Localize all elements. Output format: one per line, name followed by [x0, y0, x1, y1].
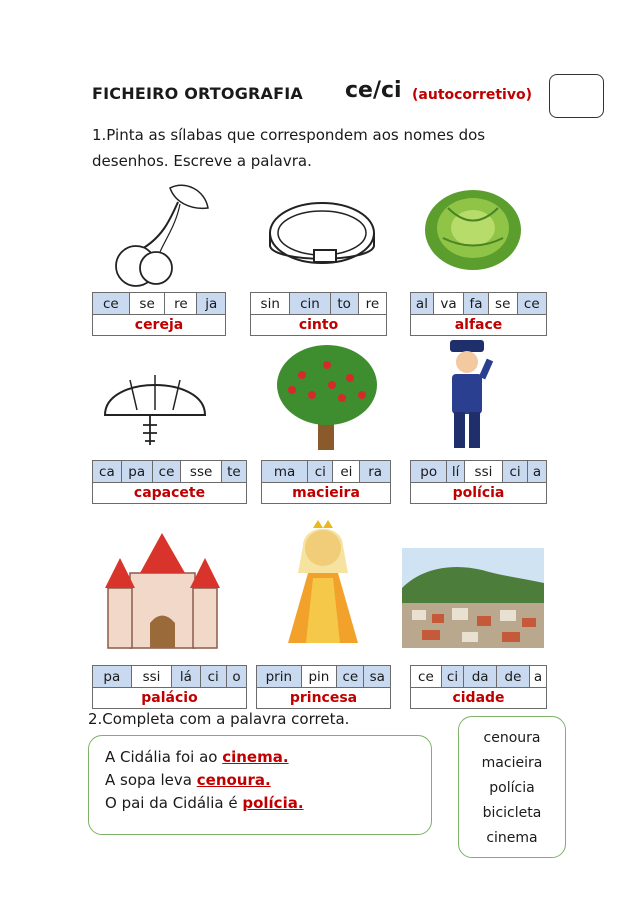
- syllable-cell[interactable]: ssi: [131, 666, 172, 688]
- syllable-cell[interactable]: ma: [262, 461, 308, 483]
- syllable-cell[interactable]: pin: [301, 666, 337, 688]
- syllable-card-polícia: [410, 460, 547, 504]
- apple-tree-picture: [272, 340, 382, 455]
- syllable-card-alface: [410, 292, 547, 336]
- answer-field[interactable]: cidade: [411, 688, 547, 709]
- syllable-card-capacete: [92, 460, 247, 504]
- sentence-2: A sopa leva cenoura.: [105, 771, 271, 789]
- syllable-cell[interactable]: prin: [257, 666, 302, 688]
- syllable-cell[interactable]: se: [129, 293, 165, 315]
- answer-field[interactable]: alface: [411, 315, 547, 336]
- answer-field[interactable]: polícia: [411, 483, 547, 504]
- syllable-cell[interactable]: ca: [93, 461, 122, 483]
- syllable-cell[interactable]: po: [411, 461, 447, 483]
- syllable-card-palácio: [92, 665, 247, 709]
- cherry-picture: [110, 180, 220, 290]
- sentence-1: A Cidália foi ao cinema.: [105, 748, 289, 766]
- syllable-cell[interactable]: ce: [517, 293, 546, 315]
- belt-picture: [262, 188, 382, 278]
- helmet-picture: [95, 355, 215, 450]
- syllable-card-princesa: [256, 665, 391, 709]
- worksheet-title: FICHEIRO ORTOGRAFIA: [92, 84, 304, 103]
- city-picture: [402, 548, 544, 648]
- syllable-cell[interactable]: sa: [364, 666, 391, 688]
- answer-field[interactable]: cereja: [93, 315, 226, 336]
- syllable-cell[interactable]: o: [226, 666, 246, 688]
- exercise1-instruction: 1.Pinta as sílabas que correspondem aos nomes dos desenhos. Escreve a palavra.: [92, 126, 486, 170]
- syllable-cell[interactable]: fa: [464, 293, 489, 315]
- syllable-cell[interactable]: cin: [290, 293, 330, 315]
- syllable-cell[interactable]: re: [358, 293, 386, 315]
- syllable-cell[interactable]: ra: [360, 461, 391, 483]
- syllable-cell[interactable]: ci: [308, 461, 333, 483]
- answer-field[interactable]: capacete: [93, 483, 247, 504]
- score-box[interactable]: [549, 74, 604, 118]
- worksheet-note: (autocorretivo): [412, 87, 532, 103]
- syllable-cell[interactable]: sse: [181, 461, 221, 483]
- syllable-cell[interactable]: ci: [441, 666, 463, 688]
- word-bank-item[interactable]: cinema: [486, 830, 538, 846]
- syllable-cell[interactable]: te: [221, 461, 246, 483]
- exercise2-instruction: 2.Completa com a palavra correta.: [88, 710, 350, 728]
- syllable-cell[interactable]: ci: [503, 461, 528, 483]
- syllable-cell[interactable]: lá: [172, 666, 200, 688]
- sentence-2-answer[interactable]: cenoura.: [196, 771, 271, 789]
- word-bank-item[interactable]: bicicleta: [482, 805, 542, 821]
- sentence-3-answer[interactable]: polícia.: [242, 794, 304, 812]
- syllable-cell[interactable]: ce: [93, 293, 130, 315]
- word-bank: [458, 716, 566, 858]
- syllable-cell[interactable]: a: [529, 666, 546, 688]
- princess-picture: [278, 518, 368, 653]
- word-bank-item[interactable]: cenoura: [483, 730, 541, 746]
- answer-field[interactable]: princesa: [257, 688, 391, 709]
- syllable-card-cereja: [92, 292, 226, 336]
- syllable-cell[interactable]: to: [330, 293, 358, 315]
- syllable-cell[interactable]: se: [488, 293, 517, 315]
- word-bank-item[interactable]: polícia: [489, 780, 535, 796]
- syllable-cell[interactable]: lí: [447, 461, 464, 483]
- syllable-card-macieira: [261, 460, 391, 504]
- syllable-cell[interactable]: a: [528, 461, 547, 483]
- sentence-3: O pai da Cidália é polícia.: [105, 794, 304, 812]
- answer-field[interactable]: palácio: [93, 688, 247, 709]
- syllable-cell[interactable]: da: [464, 666, 497, 688]
- syllable-cell[interactable]: ce: [152, 461, 181, 483]
- syllable-cell[interactable]: ja: [197, 293, 226, 315]
- syllable-cell[interactable]: re: [165, 293, 197, 315]
- syllable-cell[interactable]: ce: [411, 666, 442, 688]
- answer-field[interactable]: macieira: [262, 483, 391, 504]
- syllable-cell[interactable]: ssi: [464, 461, 502, 483]
- syllable-cell[interactable]: al: [411, 293, 434, 315]
- syllable-cell[interactable]: va: [433, 293, 463, 315]
- syllable-cell[interactable]: pa: [121, 461, 152, 483]
- lettuce-picture: [418, 178, 528, 278]
- word-bank-item[interactable]: macieira: [481, 755, 543, 771]
- syllable-cell[interactable]: ei: [333, 461, 360, 483]
- syllable-cell[interactable]: sin: [251, 293, 290, 315]
- worksheet-subject: ce/ci: [345, 78, 402, 103]
- syllable-cell[interactable]: ci: [200, 666, 226, 688]
- sentence-1-answer[interactable]: cinema.: [222, 748, 289, 766]
- syllable-card-cinto: [250, 292, 387, 336]
- syllable-cell[interactable]: de: [497, 666, 530, 688]
- answer-field[interactable]: cinto: [251, 315, 387, 336]
- castle-picture: [100, 518, 225, 658]
- syllable-cell[interactable]: pa: [93, 666, 132, 688]
- syllable-card-cidade: [410, 665, 547, 709]
- syllable-cell[interactable]: ce: [337, 666, 364, 688]
- police-officer-picture: [438, 338, 498, 453]
